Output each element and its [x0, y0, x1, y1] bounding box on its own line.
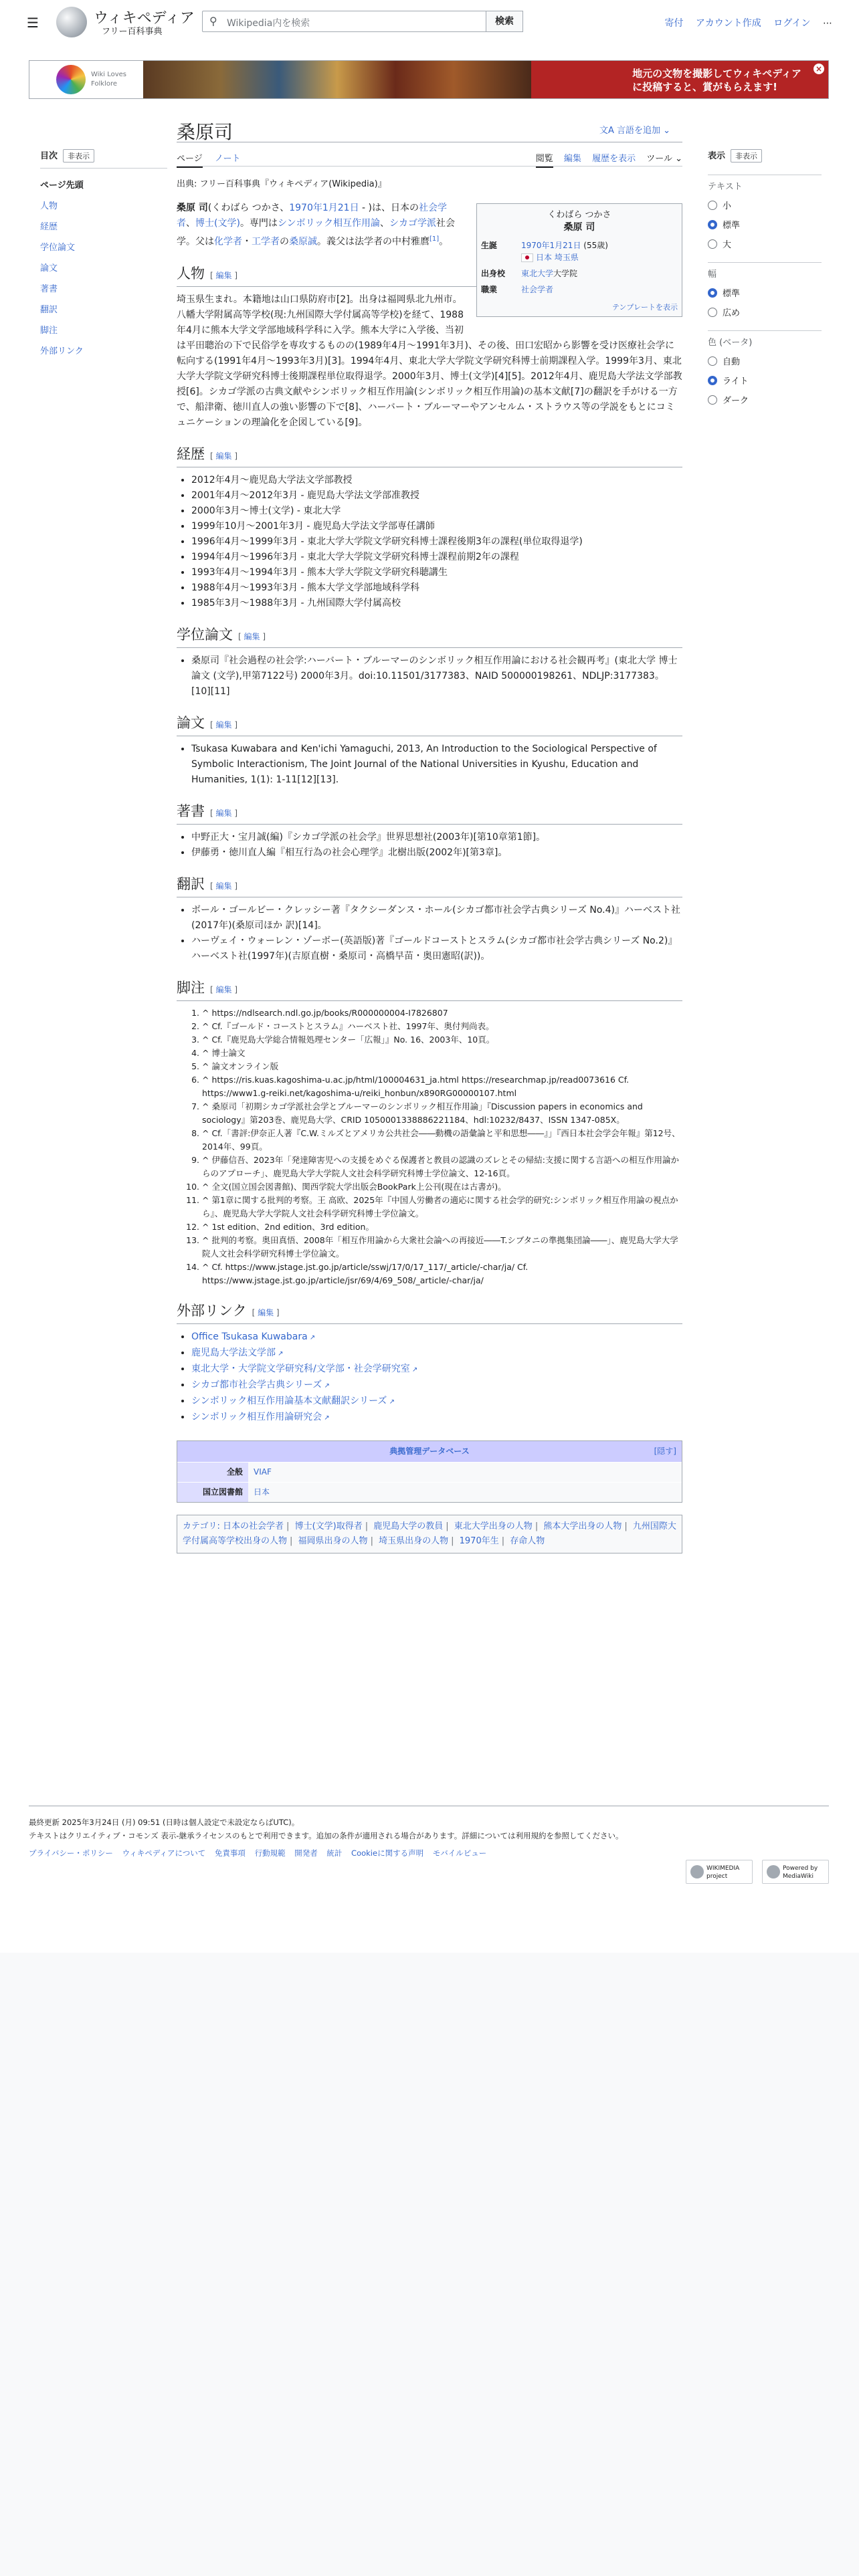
occupation-link[interactable]: 社会学者	[521, 285, 554, 294]
intro-text: 、	[186, 218, 195, 229]
list-item	[191, 1394, 682, 1410]
career-list	[177, 473, 682, 611]
category-separator: |	[370, 1535, 373, 1546]
search-icon: ⚲	[209, 15, 217, 27]
edit-link[interactable]: 編集	[244, 631, 260, 641]
section-title: 人物	[177, 265, 205, 282]
intro-name: 桑原 司	[177, 203, 208, 213]
footer-link[interactable]: モバイルビュー	[432, 1848, 487, 1858]
infobox-value	[521, 265, 678, 282]
appearance-title: 表示	[708, 151, 726, 161]
external-link[interactable]: シンボリック相互作用論基本文献翻訳シリーズ ↗	[191, 1396, 395, 1406]
external-link[interactable]: 東北大学・大学院文学研究科/文学部・社会学研究室 ↗	[191, 1364, 417, 1374]
section-title: 外部リンク	[177, 1302, 247, 1319]
footnote[interactable]: 8. ^ Cf.「書評:伊奈正人著『C.W.ミルズとアメリカ公共社会――動機の語彙論と平和思想――』」『西日本社会学会年報』第12号、2014年、99頁。	[202, 1127, 682, 1154]
option-label: ダーク	[723, 396, 749, 406]
donate-link[interactable]: 寄付	[664, 18, 684, 29]
toc-item-top[interactable]: ページ先頭	[40, 181, 84, 191]
intro-link[interactable]: 社会学者	[177, 203, 448, 229]
intro-text: 社会学。父は	[177, 218, 456, 247]
tab-page[interactable]: ページ	[177, 154, 203, 168]
section-title: 著書	[177, 802, 205, 819]
category-link[interactable]: 福岡県出身の人物	[298, 1535, 368, 1546]
section-title: 脚注	[177, 979, 205, 996]
infobox	[476, 203, 682, 317]
radio-selected-icon[interactable]	[708, 220, 717, 229]
intro-text: 。専門は	[240, 218, 278, 229]
radio-icon[interactable]	[708, 239, 717, 249]
personal-tools	[655, 16, 832, 29]
category-link[interactable]: 存命人物	[510, 1535, 545, 1546]
category-link[interactable]: 日本の社会学者	[223, 1521, 284, 1531]
edit-link[interactable]: 編集	[215, 808, 232, 818]
intro-text: (くわばら つかさ、	[207, 203, 290, 213]
edit-link[interactable]: 編集	[215, 270, 232, 280]
search-button[interactable]: 検索	[486, 11, 523, 32]
add-language-button[interactable]: 文A 言語を追加 ⌄	[599, 126, 671, 136]
category-link[interactable]: 東北大学出身の人物	[454, 1521, 533, 1531]
license-text: テキストはクリエイティブ・コモンズ 表示-継承ライセンスのもとで利用できます。追加の条件が適用される場合があります。詳細については利用規約を参照してください。	[29, 1831, 624, 1840]
edit-link[interactable]: 編集	[215, 451, 232, 461]
page-title: 桑原司	[177, 121, 233, 143]
thesis-list	[177, 653, 682, 700]
category-link[interactable]: 1970年生	[459, 1535, 499, 1546]
infobox-row-occupation	[481, 282, 678, 298]
template-link[interactable]: テンプレートを表示	[611, 303, 678, 312]
intro-text: 。	[439, 236, 449, 247]
list-item: • 2000年3月〜博士(文学) - 東北大学	[191, 504, 682, 519]
intro-link[interactable]: 博士(文学)	[195, 218, 240, 229]
external-link[interactable]: シカゴ都市社会学古典シリーズ ↗	[191, 1380, 330, 1390]
edit-link[interactable]: 編集	[215, 984, 232, 994]
papers-list	[177, 742, 682, 788]
section-heading-translations	[177, 877, 682, 897]
site-subtitle: フリー百科事典	[102, 27, 163, 37]
intro-link[interactable]: 1970年1月21日	[289, 203, 359, 213]
banner-message-line1: 地元の文物を撮影してウィキペディア	[632, 68, 801, 80]
toc-item-external[interactable]: 外部リンク	[40, 346, 84, 356]
text-size-label: テキスト	[708, 175, 822, 192]
wikimedia-project-badge[interactable]: WIKIMEDIA project	[686, 1860, 753, 1884]
citation-link[interactable]: [1]	[430, 235, 440, 243]
list-item: • ボール・ゴールビー・クレッシー著『タクシーダンス・ホール(シカゴ都市社会学古典シリーズ No.4)』ハーベスト社(2017年)(桑原司ほか 訳)[14]。	[191, 903, 682, 934]
banner-message-area	[531, 61, 828, 98]
list-item	[191, 1329, 682, 1346]
campaign-banner[interactable]	[29, 60, 829, 99]
option-label: 自動	[723, 357, 741, 367]
external-links-list	[177, 1329, 682, 1426]
category-separator: |	[286, 1521, 290, 1531]
intro-link[interactable]: シカゴ学派	[389, 218, 437, 229]
intro-text: 。義父は法学者の中村雅麿	[317, 236, 430, 247]
footer-link[interactable]: 統計	[326, 1848, 343, 1858]
option-label: 大	[723, 240, 732, 250]
section-edit: [ 編集 ]	[210, 720, 238, 730]
tab-history[interactable]: 履歴を表示	[592, 154, 636, 164]
authority-title[interactable]: 典拠管理データベース	[389, 1446, 470, 1456]
wiki-loves-folklore-logo-icon	[56, 65, 86, 94]
table-of-contents	[40, 148, 167, 360]
infobox-name: 桑原 司	[563, 222, 595, 233]
category-link[interactable]: 埼玉県出身の人物	[379, 1535, 449, 1546]
list-item: • 伊藤勇・徳川直人編『相互行為の社会心理学』北樹出版(2002年)[第3章]。	[191, 845, 682, 861]
age: (55歳)	[583, 241, 608, 250]
infobox-value	[521, 282, 678, 298]
section-edit: [ 編集 ]	[210, 881, 238, 891]
external-link[interactable]: 鹿児島大学法文学部 ↗	[191, 1348, 284, 1358]
infobox-key: 出身校	[481, 269, 506, 278]
radio-icon[interactable]	[708, 356, 717, 366]
authority-key: 全般	[177, 1463, 248, 1482]
toc-item-career[interactable]: 経歴	[40, 222, 58, 232]
infobox-table	[481, 237, 678, 298]
alma-mater-link[interactable]: 東北大学	[521, 269, 554, 278]
color-dark[interactable]	[708, 393, 822, 406]
footnote[interactable]: 2. ^ Cf.『ゴールド・コーストとスラム』ハーベスト社、1997年、奥付判尚表。	[202, 1020, 682, 1033]
footnote[interactable]: 14. ^ Cf. https://www.jstage.jst.go.jp/article/sswj/17/0/17_117/_article/-char/ja/ Cf. https://www.jstage.jst.go.jp/article/jsr/69/4/69_508/_article/-char/ja/	[202, 1261, 682, 1287]
footer-link[interactable]: プライバシー・ポリシー	[29, 1848, 113, 1858]
toc-title: 目次	[40, 151, 58, 161]
page-footer	[29, 1806, 829, 1880]
category-separator: |	[624, 1521, 628, 1531]
section-title: 論文	[177, 714, 205, 731]
books-list	[177, 830, 682, 861]
list-item: • 1985年3月〜1988年3月 - 九州国際大学付属高校	[191, 596, 682, 611]
section-title: 学位論文	[177, 626, 233, 643]
list-item: • 1994年4月〜1996年3月 - 東北大学大学院文学研究科博士課程前期2年の課程	[191, 550, 682, 565]
option-label: 標準	[723, 221, 741, 231]
toc-item-books[interactable]: 著書	[40, 284, 58, 294]
option-label: 小	[723, 201, 732, 211]
main-menu-icon[interactable]: ☰	[27, 15, 39, 31]
translations-list	[177, 903, 682, 964]
authority-toggle-button[interactable]: [隠す]	[654, 1446, 676, 1456]
toc-item-translations[interactable]: 翻訳	[40, 305, 58, 315]
category-separator: |	[365, 1521, 369, 1531]
footer-links	[29, 1846, 829, 1860]
infobox-key: 生誕	[481, 241, 498, 250]
infobox-kana: くわばら つかさ	[547, 210, 611, 220]
japan-flag-icon	[521, 253, 533, 262]
list-item: • 1993年4月〜1994年3月 - 熊本大学大学院文学研究科聴講生	[191, 565, 682, 580]
intro-text: の	[280, 236, 289, 247]
banner-message	[632, 67, 801, 94]
wikipedia-logo-icon[interactable]	[56, 7, 87, 37]
page-bottom-background	[0, 1953, 859, 2576]
width-label: 幅	[708, 262, 822, 280]
section-heading-books	[177, 804, 682, 825]
intro-link[interactable]: 工学者	[252, 236, 280, 247]
category-separator: |	[535, 1521, 539, 1531]
edit-link[interactable]: 編集	[215, 881, 232, 891]
edit-link[interactable]: 編集	[258, 1307, 274, 1317]
footer-link[interactable]: Cookieに関する声明	[351, 1848, 424, 1858]
category-separator: |	[451, 1535, 454, 1546]
toc-divider	[40, 168, 167, 169]
footnote[interactable]: 1. ^ https://ndlsearch.ndl.go.jp/books/R000000004-I7826807	[202, 1006, 682, 1020]
toc-header	[40, 148, 167, 163]
footnote[interactable]: 11. ^ 第1章に関する批判的考察。王 高欧、2025年『中国人労働者の適応に関する社会学的研究:シンボリック相互作用論の視点から』、鹿児島大学大学院人文社会科学研究科博士学位論文。	[202, 1194, 682, 1220]
banner-photo-strip	[143, 61, 531, 98]
search-box[interactable]	[202, 11, 523, 32]
namespace-tabs	[177, 151, 250, 164]
list-item: • 1996年4月〜1999年3月 - 東北大学大学院文学研究科博士課程後期3年の課程(単位取得退学)	[191, 534, 682, 550]
color-auto[interactable]	[708, 354, 822, 367]
site-title[interactable]: ウィキペディア	[94, 10, 195, 27]
category-separator: |	[290, 1535, 293, 1546]
option-label: 標準	[723, 289, 741, 299]
list-item	[191, 1362, 682, 1378]
banner-logo-text	[91, 70, 126, 89]
color-label: 色 (ベータ)	[708, 330, 822, 348]
section-edit: [ 編集 ]	[238, 631, 266, 641]
section-title: 経歴	[177, 445, 205, 462]
authority-row	[177, 1462, 682, 1482]
intro-text: 、	[380, 218, 390, 229]
banner-logo-area	[29, 61, 143, 98]
category-separator: |	[446, 1521, 449, 1531]
footer-link[interactable]: 開発者	[294, 1848, 318, 1858]
article-content	[177, 201, 682, 1553]
footer-link[interactable]: 行動規範	[254, 1848, 286, 1858]
toc-item-thesis[interactable]: 学位論文	[40, 243, 76, 253]
list-item: • 1988年4月〜1993年3月 - 熊本大学文学部地域科学科	[191, 580, 682, 596]
category-link[interactable]: 鹿児島大学の教員	[373, 1521, 444, 1531]
section-heading-career	[177, 447, 682, 467]
intro-link[interactable]: シンボリック相互作用論	[277, 218, 381, 229]
footnote[interactable]: 12. ^ 1st edition、2nd edition、3rd edition。	[202, 1220, 682, 1234]
toc-item-notes[interactable]: 脚注	[40, 326, 58, 336]
banner-logo-line1: Wiki Loves	[91, 71, 126, 78]
search-input[interactable]: Wikipedia内を検索	[227, 18, 310, 29]
banner-message-line2: に投稿すると、賞がもらえます!	[632, 81, 777, 93]
radio-icon[interactable]	[708, 308, 717, 317]
person-paragraph: 埼玉県生まれ。本籍地は山口県防府市[2]。出身は福岡県北九州市。八幡大学附属高等学校(現:九州国際大学付属高等学校)を経て、1988年4月に熊本大学文学部地域科学科に入学。熊本大学に入学後、当初は平田聰治の下で民俗学を専攻するものの(1989年4月〜1991年3月)、その後、田口宏昭から影響を受け医療社会学に転向する(1991年4月〜1993年3月)[3]。1994年4月、東北大学大学院文学研究科博士前期課程入学。1999年3月、東北大学大学院文学研究科博士後期課程単位取得退学。2000年3月、博士(文学)[4][5]。2012年4月、鹿児島大学法文学部教授[6]。シカゴ学派の古典文献やシンボリック相互作用論(シンボリック相互作用論)の基本文献[7]の翻訳を手がける一方で、船津衛、徳川直人の強い影響の下で[8]、ハーバート・ブルーマーやアンセルム・ストラウス等の学説をもとにコミュニケーションの理論化を企図している[9]。	[177, 294, 682, 428]
footnote[interactable]: 9. ^ 伊藤信吾、2023年「発達障害児への支援をめぐる保護者と教員の認識のズレとその帰結:支援に関する言語への相互作用論からのアプローチ」、鹿児島大学大学院人文社会科学研究科博士学位論文、12-16頁。	[202, 1154, 682, 1180]
list-item	[191, 1346, 682, 1362]
infobox-row-born	[481, 237, 678, 265]
footnote[interactable]: 4. ^ 博士論文	[202, 1047, 682, 1060]
last-updated: 最終更新 2025年3月24日 (月) 09:51 (日時は個人設定で未設定ならばUTC)。	[29, 1818, 300, 1827]
list-item	[191, 1378, 682, 1394]
intro-text: - )は、日本の	[359, 203, 419, 213]
tab-edit[interactable]: 編集	[563, 154, 581, 164]
width-wide[interactable]	[708, 306, 822, 318]
authority-link[interactable]: VIAF	[248, 1463, 682, 1482]
infobox-row-school	[481, 265, 678, 282]
footnote[interactable]: 7. ^ 桑原司「初期シカゴ学派社会学とブルーマーのシンボリック相互作用論」『Discussion papers in economics and sociology』第203巻、鹿児島大学、CRID 1050001338886221184、hdl:10232/8437、ISSN 1347-085X。	[202, 1100, 682, 1127]
list-item: • ハーヴェイ・ウォーレン・ゾーボー(英語版)著『ゴールドコーストとスラム(シカゴ都市社会学古典シリーズ No.2)』ハーベスト社(1997年)(吉原直樹・桑原司・高橋早苗・奥田憲昭(訳))。	[191, 934, 682, 964]
page-source-note: 出典: フリー百科事典『ウィキペディア(Wikipedia)』	[177, 179, 387, 189]
birth-date-link[interactable]: 1970年1月21日	[521, 241, 581, 250]
section-heading-notes	[177, 980, 682, 1001]
footnote[interactable]: 13. ^ 批判的考察。奥田真悟、2008年「相互作用論から大衆社会論への再接近――T.シブタニの準拠集団論――」、鹿児島大学大学院人文社会科学研究科博士学位論文。	[202, 1234, 682, 1261]
section-edit: [ 編集 ]	[210, 808, 238, 818]
option-label: 広め	[723, 308, 741, 318]
create-account-link[interactable]: アカウント作成	[695, 18, 761, 29]
radio-icon[interactable]	[708, 201, 717, 210]
authority-key: 国立図書館	[177, 1483, 248, 1502]
toc-item-papers[interactable]: 論文	[40, 263, 58, 274]
category-separator: |	[501, 1535, 505, 1546]
list-item: • Tsukasa Kuwabara and Ken'ichi Yamaguchi, 2013, An Introduction to the Sociological Perspective of Symbolic Interactionism, The Joint Journal of the National Universities in Kyushu, Education and Humanities, 1(1): 1-11[12][13].	[191, 742, 682, 788]
authority-control-box	[177, 1440, 682, 1503]
external-link[interactable]: Office Tsukasa Kuwabara ↗	[191, 1331, 315, 1342]
site-header	[0, 0, 859, 43]
infobox-value	[521, 237, 678, 265]
footnote[interactable]: 3. ^ Cf.『鹿児島大学総合情報処理センター「広報」』No. 16、2003年、10頁。	[202, 1033, 682, 1047]
appearance-hide-button[interactable]: 非表示	[731, 149, 762, 163]
tab-talk[interactable]: ノート	[214, 154, 241, 164]
notes-list	[177, 1006, 682, 1287]
powered-by-mediawiki-badge[interactable]: Powered by MediaWiki	[762, 1860, 829, 1884]
tab-tools[interactable]: ツール ⌄	[646, 154, 682, 164]
list-item: • 2001年4月〜2012年3月 - 鹿児島大学法文学部准教授	[191, 488, 682, 504]
appearance-header	[708, 148, 822, 163]
infobox-key: 職業	[481, 285, 498, 294]
authority-row	[177, 1482, 682, 1502]
radio-selected-icon[interactable]	[708, 376, 717, 385]
list-item: • 中野正大・宝月誠(編)『シカゴ学派の社会学』世界思想社(2003年)[第10章第1節]。	[191, 830, 682, 845]
appearance-panel	[708, 148, 822, 406]
intro-link[interactable]: 桑原誠	[289, 236, 317, 247]
list-item: • 2012年4月〜鹿児島大学法文学部教授	[191, 473, 682, 488]
text-size-large[interactable]	[708, 237, 822, 250]
edit-link[interactable]: 編集	[215, 720, 232, 730]
radio-selected-icon[interactable]	[708, 288, 717, 298]
authority-header	[177, 1441, 682, 1462]
section-edit: [ 編集 ]	[210, 270, 238, 280]
external-link[interactable]: シンボリック相互作用論研究会 ↗	[191, 1412, 330, 1422]
color-light[interactable]	[708, 374, 822, 387]
toc-item-person[interactable]: 人物	[40, 201, 58, 211]
intro-link[interactable]: 化学者	[214, 236, 242, 247]
section-title: 翻訳	[177, 875, 205, 892]
list-item	[191, 1410, 682, 1426]
text-size-small[interactable]	[708, 199, 822, 211]
list-item: • 1999年10月〜2001年3月 - 鹿児島大学法文学部専任講師	[191, 519, 682, 534]
birthplace-link[interactable]: 日本 埼玉県	[536, 253, 579, 262]
more-options-icon[interactable]: ⋯	[823, 18, 832, 29]
width-standard[interactable]	[708, 286, 822, 299]
intro-text: ・	[242, 236, 252, 247]
section-edit: [ 編集 ]	[210, 451, 238, 461]
alma-mater-suffix: 大学院	[553, 269, 578, 278]
section-edit: [ 編集 ]	[210, 984, 238, 994]
list-item: • 桑原司『社会過程の社会学:ハーバート・ブルーマーのシンボリック相互作用論における社会観再考』(東北大学 博士論文 (文学),甲第7122号) 2000年3月。doi:10.11501/3177383、NAID 500000198261、NDLJP:3177383。[10][11]	[191, 653, 682, 700]
footnote[interactable]: 10. ^ 全文(国立国会図書館)、関西学院大学出版会BookPark上公刊(現在は古書が)。	[202, 1180, 682, 1194]
category-box	[177, 1515, 682, 1553]
footer-link[interactable]: 免責事項	[214, 1848, 246, 1858]
category-label[interactable]: カテゴリ:	[183, 1521, 220, 1531]
authority-link[interactable]: 日本	[248, 1483, 682, 1502]
category-link[interactable]: 博士(文学)取得者	[294, 1521, 363, 1531]
section-edit: [ 編集 ]	[252, 1307, 280, 1317]
category-link[interactable]: 九州国際大学付属高等学校出身の人物	[183, 1521, 676, 1546]
section-heading-thesis	[177, 627, 682, 648]
footnote[interactable]: 6. ^ https://ris.kuas.kagoshima-u.ac.jp/html/100004631_ja.html https://researchmap.jp/read0073616 Cf. https://www1.g-reiki.net/kagoshima-u/reiki_honbun/x890RG00000107.html	[202, 1073, 682, 1100]
tabs-divider	[177, 166, 682, 167]
radio-icon[interactable]	[708, 395, 717, 405]
text-size-standard[interactable]	[708, 218, 822, 231]
section-heading-papers	[177, 716, 682, 736]
category-link[interactable]: 熊本大学出身の人物	[543, 1521, 622, 1531]
option-label: ライト	[723, 377, 749, 387]
footer-link[interactable]: ウィキペディアについて	[122, 1848, 206, 1858]
tab-read[interactable]: 閲覧	[536, 154, 553, 168]
banner-close-icon[interactable]: ×	[814, 64, 824, 74]
banner-logo-line2: Folklore	[91, 80, 118, 88]
section-heading-external	[177, 1303, 682, 1324]
view-tabs	[528, 151, 682, 164]
footnote[interactable]: 5. ^ 論文オンライン版	[202, 1060, 682, 1073]
login-link[interactable]: ログイン	[773, 18, 811, 29]
toc-hide-button[interactable]: 非表示	[63, 149, 94, 163]
